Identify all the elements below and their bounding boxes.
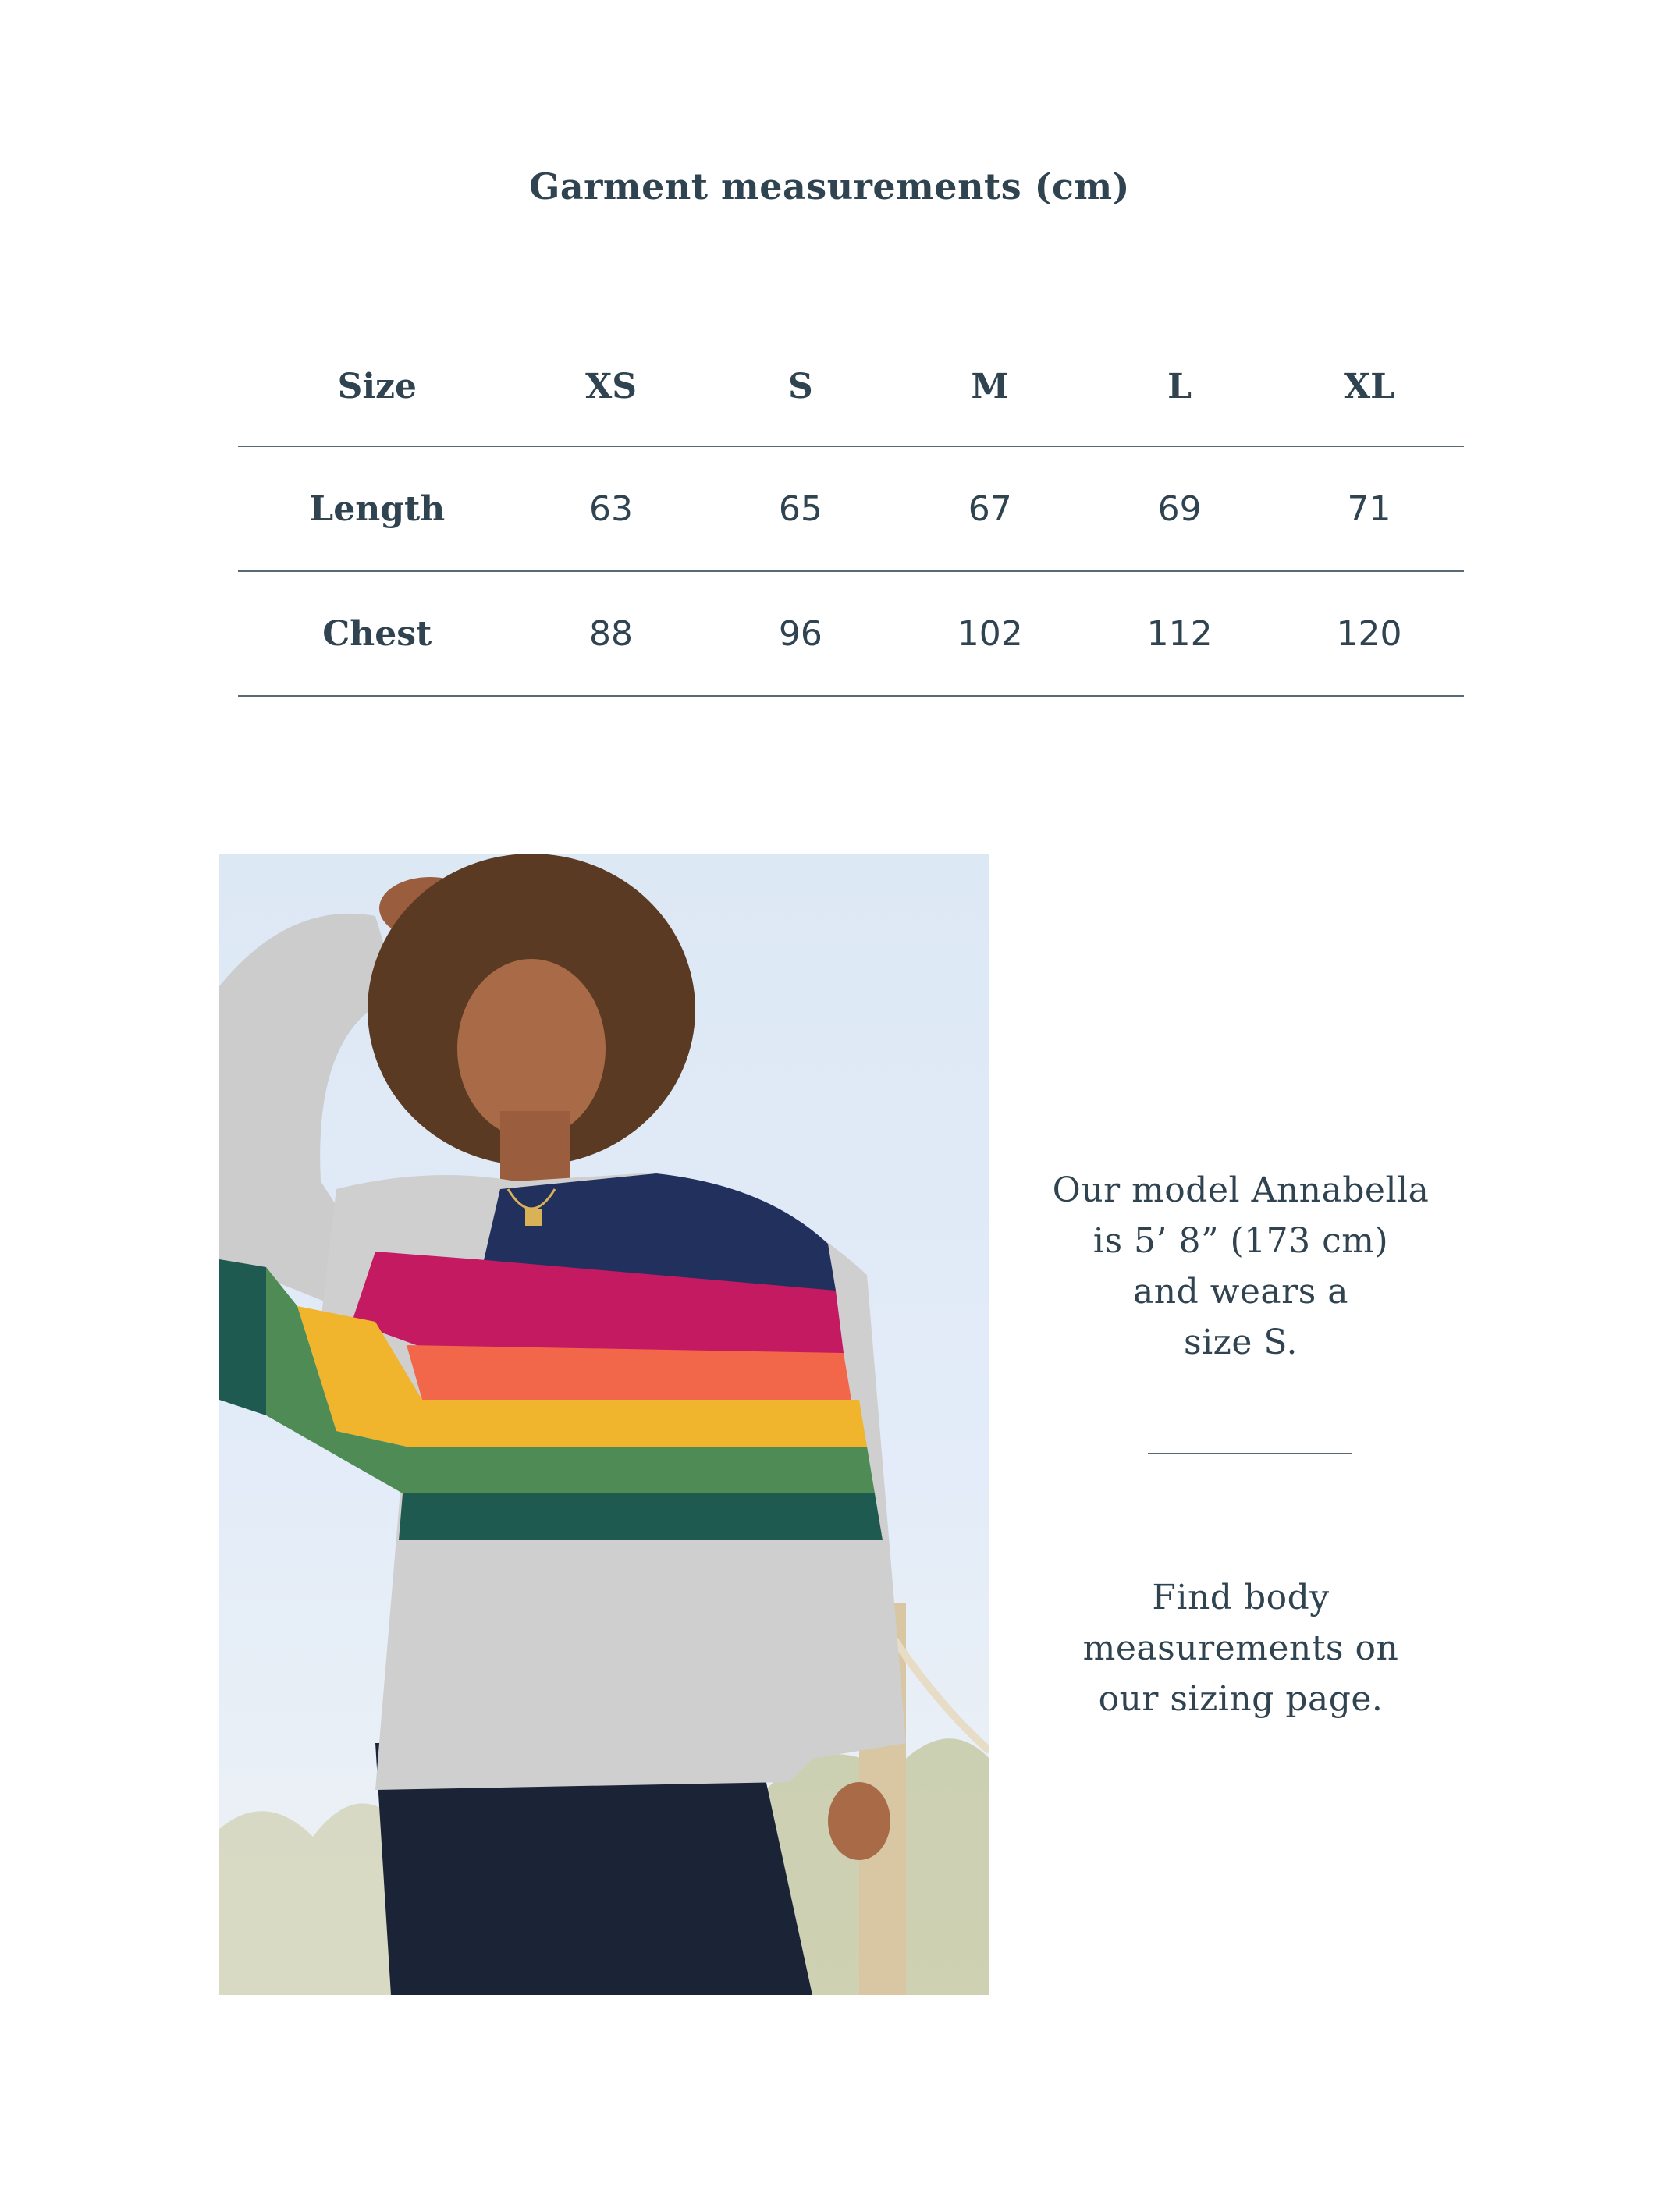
size-table bbox=[238, 328, 1464, 697]
model-info-line: is 5’ 8” (173 cm) bbox=[1092, 1221, 1389, 1261]
model-photo bbox=[219, 854, 989, 1995]
row-label-chest: Chest bbox=[238, 571, 517, 696]
header-size-l: L bbox=[1085, 328, 1274, 446]
header-size-s: S bbox=[705, 328, 895, 446]
cell-value: 63 bbox=[517, 446, 706, 571]
cell-value: 69 bbox=[1085, 446, 1274, 571]
section-divider bbox=[1148, 1453, 1352, 1454]
table-row bbox=[238, 571, 1464, 696]
model-info-line: Our model Annabella bbox=[1052, 1170, 1430, 1210]
cell-value: 96 bbox=[705, 571, 895, 696]
cell-value: 102 bbox=[895, 571, 1085, 696]
table-row bbox=[238, 446, 1464, 571]
cell-value: 112 bbox=[1085, 571, 1274, 696]
sizing-page-text bbox=[1007, 1572, 1475, 1724]
necklace-pendant bbox=[525, 1209, 542, 1226]
row-label-length: Length bbox=[238, 446, 517, 571]
header-size-m: M bbox=[895, 328, 1085, 446]
cell-value: 65 bbox=[705, 446, 895, 571]
sizing-page-line: measurements on bbox=[1082, 1628, 1399, 1668]
sizing-page-line: Find body bbox=[1152, 1578, 1330, 1617]
header-size-xl: XL bbox=[1274, 328, 1464, 446]
model-illustration bbox=[219, 854, 989, 1995]
cell-value: 71 bbox=[1274, 446, 1464, 571]
model-info-line: and wears a bbox=[1133, 1272, 1348, 1312]
dune-grass bbox=[219, 1803, 407, 1995]
page-title: Garment measurements (cm) bbox=[529, 165, 1130, 208]
cell-value: 67 bbox=[895, 446, 1085, 571]
cell-value: 88 bbox=[517, 571, 706, 696]
right-hand bbox=[828, 1782, 890, 1860]
table-header-row bbox=[238, 328, 1464, 446]
header-size-label: Size bbox=[238, 328, 517, 446]
model-info-line: size S. bbox=[1184, 1323, 1298, 1362]
header-size-xs: XS bbox=[517, 328, 706, 446]
sizing-page-line: our sizing page. bbox=[1098, 1679, 1384, 1719]
cell-value: 120 bbox=[1274, 571, 1464, 696]
model-info-text bbox=[1007, 1165, 1475, 1368]
